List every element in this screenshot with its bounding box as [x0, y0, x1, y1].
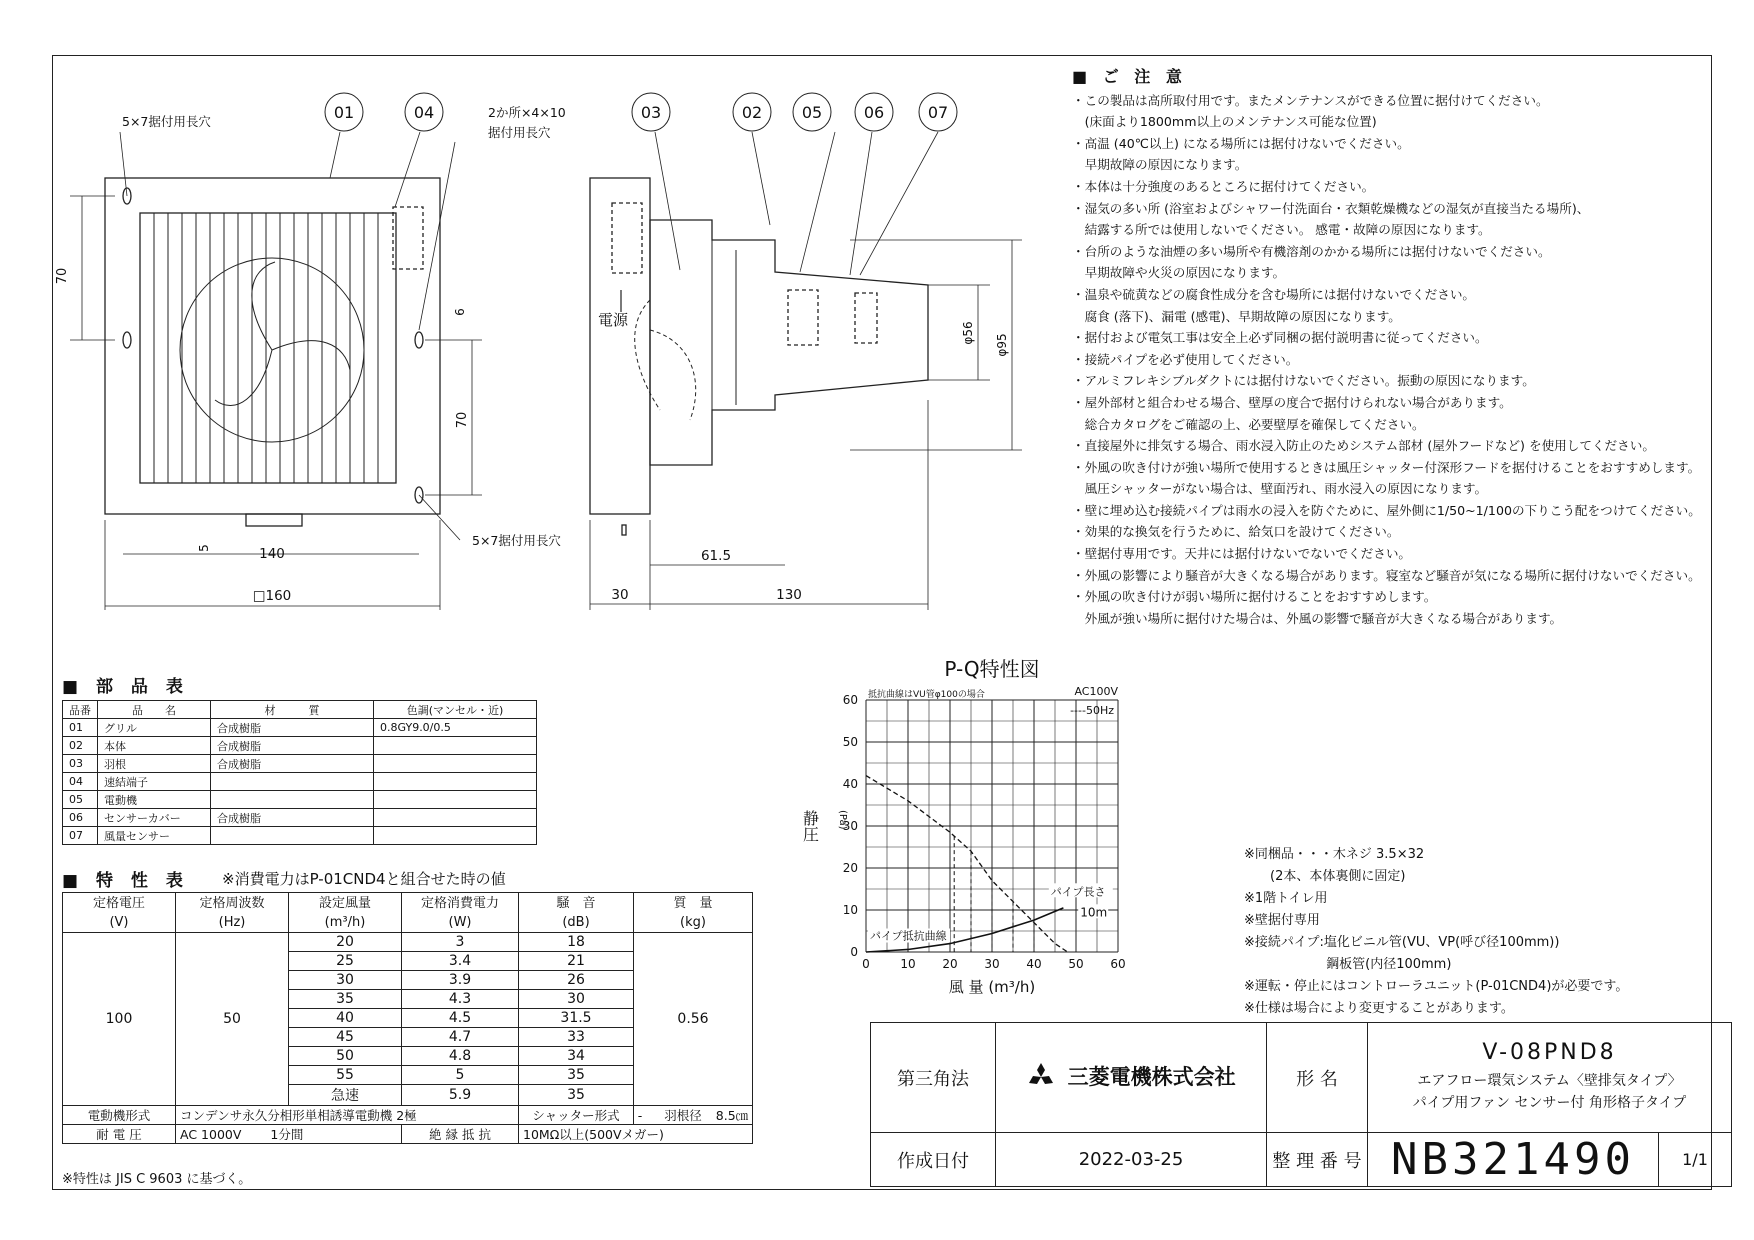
- dim-5: 5: [197, 544, 211, 552]
- svg-text:02: 02: [741, 103, 763, 122]
- sensor-cover-hidden: [393, 207, 423, 269]
- pipe-curve-label: パイプ抵抗曲線: [870, 929, 947, 943]
- x-tick-label: 10: [900, 957, 916, 971]
- caution-item: ・湿気の多い所 (浴室およびシャワー付洗面台・衣類乾燥機などの湿気が直接当たる場所)、: [1072, 200, 1590, 216]
- chart-note-top: 抵抗曲線はVU管φ100の場合: [868, 690, 985, 700]
- spec-noise: 33: [519, 1028, 634, 1047]
- parts-cell: 07: [63, 827, 98, 845]
- front-view-body: [105, 178, 440, 514]
- y-tick-label: 0: [850, 945, 858, 959]
- caution-item: ・据付および電気工事は安全上必ず同梱の据付説明書に従ってください。: [1072, 330, 1488, 346]
- spec-noise: 34: [519, 1047, 634, 1066]
- parts-cell: 本体: [98, 737, 211, 755]
- accessory-note: 鋼板管(内径100mm): [1244, 957, 1452, 972]
- caution-item: ・効果的な換気を行うために、給気口を設けてください。: [1072, 524, 1400, 540]
- grille-louvers: [154, 213, 378, 483]
- spec-airflow: 50: [289, 1047, 402, 1066]
- parts-cell: 速結端子: [98, 773, 211, 791]
- spec-header-mass: 質 量 (kg): [634, 893, 753, 933]
- spec-power: 5.9: [402, 1085, 519, 1106]
- company-cell: [996, 1023, 1267, 1133]
- caution-item: ・壁据付専用です。天井には据付けないでないでください。: [1072, 546, 1412, 562]
- dim-30: 30: [611, 587, 629, 603]
- dim-6: 6: [453, 308, 467, 316]
- parts-table: [62, 700, 537, 845]
- spec-power: 4.3: [402, 990, 519, 1009]
- motor-type-value: コンデンサ永久分相形単相誘導電動機 2極: [176, 1106, 519, 1125]
- chart-legend: ----50Hz: [1070, 704, 1114, 717]
- parts-cell: 05: [63, 791, 98, 809]
- dim-130: 130: [776, 587, 802, 603]
- rated-voltage: 100: [63, 933, 176, 1106]
- svg-text:05: 05: [801, 103, 823, 122]
- x-tick-label: 50: [1068, 957, 1084, 971]
- parts-cell: [211, 827, 374, 845]
- product-mass: 0.56: [634, 933, 753, 1106]
- spec-header-airflow: 設定風量 (m³/h): [289, 893, 402, 933]
- caution-item: ・接続パイプを必ず使用してください。: [1072, 351, 1299, 367]
- y-tick-label: 10: [842, 903, 858, 917]
- parts-cell: [211, 791, 374, 809]
- spec-noise: 35: [519, 1066, 634, 1085]
- parts-cell: [374, 809, 537, 827]
- y-axis-label: 静圧: [800, 810, 820, 842]
- pipe-length-label: パイプ長さ: [1050, 885, 1106, 899]
- caution-item: (床面より1800mm以上のメンテナンス可能な位置): [1072, 114, 1377, 130]
- spec-noise: 31.5: [519, 1009, 634, 1028]
- callout-03: [632, 93, 670, 131]
- spec-row: [63, 933, 753, 952]
- insulation-label: 絶 縁 抵 抗: [402, 1125, 519, 1144]
- caution-item: 外風が強い場所に据付けた場合は、外風の影響で騒音が大きくなる場合があります。: [1072, 610, 1563, 626]
- accessory-note: ※仕様は場合により変更することがあります。: [1244, 1001, 1514, 1016]
- parts-header-material: 材 質: [211, 701, 374, 719]
- spec-airflow: 40: [289, 1009, 402, 1028]
- drawing-number: NB321490: [1368, 1133, 1659, 1187]
- chart-supply: AC100V: [1074, 685, 1118, 698]
- spec-table-note: ※消費電力はP-01CND4と組合せた時の値: [222, 870, 506, 888]
- dim-61-5: 61.5: [700, 548, 732, 564]
- parts-cell: 0.8GY9.0/0.5: [374, 719, 537, 737]
- callout-07: [919, 93, 957, 131]
- insulation-value: 10MΩ以上(500Vメガー): [519, 1125, 753, 1144]
- svg-text:04: 04: [413, 103, 435, 122]
- parts-cell: [374, 737, 537, 755]
- motor-type-label: 電動機形式: [63, 1106, 176, 1125]
- blade-label: 羽根径: [664, 1108, 702, 1123]
- x-tick-label: 30: [984, 957, 1000, 971]
- caution-item: ・高温 (40℃以上) になる場所には据付けないでください。: [1072, 135, 1410, 151]
- caution-item: 総合カタログをご確認の上、必要壁厚を確保してください。: [1072, 416, 1425, 432]
- parts-cell: 合成樹脂: [211, 719, 374, 737]
- dim-phi-56: φ56: [961, 321, 975, 345]
- caution-item: ・外風の吹き付けが弱い場所に据付けることをおすすめします。: [1072, 589, 1437, 605]
- caution-item: ・アルミフレキシブルダクトには据付けないでください。振動の原因になります。: [1072, 373, 1535, 389]
- spec-airflow: 35: [289, 990, 402, 1009]
- spec-power: 3.9: [402, 971, 519, 990]
- spec-power: 3.4: [402, 952, 519, 971]
- rated-frequency: 50: [176, 933, 289, 1106]
- caution-item: 結露する所では使用しないでください。 感電・故障の原因になります。: [1072, 222, 1491, 238]
- label-slot-2x4x10: 2か所×4×10: [488, 105, 566, 120]
- sheet-number: 1/1: [1659, 1133, 1732, 1187]
- y-tick-label: 30: [842, 819, 858, 833]
- parts-cell: 03: [63, 755, 98, 773]
- dim-140: 140: [259, 546, 285, 562]
- parts-cell: [374, 773, 537, 791]
- parts-cell: 合成樹脂: [211, 737, 374, 755]
- withstand-label: 耐 電 圧: [63, 1125, 176, 1144]
- svg-text:01: 01: [333, 103, 355, 122]
- parts-table-title: ■ 部 品 表: [62, 677, 189, 697]
- callout-06: [855, 93, 893, 131]
- model-cell: [1368, 1023, 1732, 1133]
- parts-cell: [374, 827, 537, 845]
- x-tick-label: 0: [862, 957, 870, 971]
- spec-airflow: 30: [289, 971, 402, 990]
- svg-text:06: 06: [863, 103, 885, 122]
- dim-160: □160: [252, 588, 292, 604]
- spec-airflow: 45: [289, 1028, 402, 1047]
- accessory-note: ※接続パイプ:塩化ビニル管(VU、VP(呼び径100mm)): [1244, 935, 1560, 950]
- spec-noise: 18: [519, 933, 634, 952]
- caution-item: ・この製品は高所取付用です。またメンテナンスができる位置に据付けてください。: [1072, 92, 1549, 108]
- y-tick-label: 60: [842, 693, 858, 707]
- spec-power: 4.8: [402, 1047, 519, 1066]
- caution-item: ・屋外部材と組合わせる場合、壁厚の度合で据付けられない場合があります。: [1072, 394, 1512, 410]
- spec-noise: 35: [519, 1085, 634, 1106]
- shutter-label: シャッター形式: [519, 1106, 634, 1125]
- accessory-note: (2本、本体裏側に固定): [1244, 869, 1406, 884]
- caution-item: 早期故障の原因になります。: [1072, 157, 1248, 173]
- spec-airflow: 55: [289, 1066, 402, 1085]
- spec-table: [62, 892, 753, 1144]
- projection-method: 第三角法: [871, 1023, 996, 1133]
- accessory-note: ※壁据付専用: [1244, 913, 1320, 928]
- spec-power: 4.5: [402, 1009, 519, 1028]
- x-axis-label: 風 量 (m³/h): [948, 978, 1036, 996]
- date-value: 2022-03-25: [996, 1133, 1267, 1187]
- svg-text:07: 07: [927, 103, 949, 122]
- model-description-2: パイプ用ファン センサー付 角形格子タイプ: [1412, 1094, 1687, 1111]
- mitsubishi-logo-icon: [1026, 1063, 1056, 1094]
- spec-noise: 21: [519, 952, 634, 971]
- parts-cell: [374, 755, 537, 773]
- caution-item: ・外風の吹き付けが強い場所で使用するときは風圧シャッター付深形フードを据付けることをおすすめします。: [1072, 459, 1701, 475]
- callout-01: [325, 93, 363, 131]
- y-axis-unit: (Pa): [837, 810, 848, 830]
- accessory-note: ※同梱品・・・木ネジ 3.5×32: [1244, 847, 1425, 862]
- side-view-body: [650, 220, 928, 465]
- parts-cell: 合成樹脂: [211, 755, 374, 773]
- callout-05: [793, 93, 831, 131]
- x-tick-label: 40: [1026, 957, 1042, 971]
- parts-row: [63, 719, 537, 737]
- chart-title: P-Q特性図: [944, 657, 1040, 681]
- parts-cell: 羽根: [98, 755, 211, 773]
- spec-power: 4.7: [402, 1028, 519, 1047]
- spec-power: 5: [402, 1066, 519, 1085]
- model-label: 形 名: [1267, 1023, 1368, 1133]
- caution-item: 腐食 (落下)、漏電 (感電)、早期故障の原因になります。: [1072, 308, 1401, 324]
- pipe-length-value: 10m: [1080, 905, 1108, 920]
- parts-header-number: 品番: [63, 701, 98, 719]
- parts-cell: [211, 773, 374, 791]
- series-50hz-line: [866, 776, 1068, 952]
- spec-airflow: 20: [289, 933, 402, 952]
- spec-noise: 26: [519, 971, 634, 990]
- callout-02: [733, 93, 771, 131]
- parts-row: [63, 755, 537, 773]
- spec-header-frequency: 定格周波数 (Hz): [176, 893, 289, 933]
- side-view-flange: [590, 178, 650, 514]
- spec-header-noise: 騒 音 (dB): [519, 893, 634, 933]
- dim-phi-95: φ95: [995, 333, 1009, 357]
- caution-item: ・台所のような油煙の多い場所や有機溶剤のかかる場所には据付けないでください。: [1072, 243, 1551, 259]
- parts-row: [63, 737, 537, 755]
- model-number: V-08PND8: [1482, 1039, 1617, 1065]
- spec-airflow: 急速: [289, 1085, 402, 1106]
- y-tick-label: 20: [842, 861, 858, 875]
- accessory-note: ※運転・停止にはコントローラユニット(P-01CND4)が必要です。: [1244, 979, 1629, 994]
- caution-item: 風圧シャッターがない場合は、壁面汚れ、雨水浸入の原因になります。: [1072, 481, 1488, 497]
- caution-item: ・壁に埋め込む接続パイプは雨水の浸入を防ぐために、屋外側に1/50~1/100の下りこう配をつけてください。: [1072, 502, 1701, 518]
- caution-item: ・温泉や硫黄などの腐食性成分を含む場所には据付けないでください。: [1072, 286, 1475, 302]
- shutter-blade-cell: [634, 1106, 753, 1125]
- parts-header-color: 色調(マンセル・近): [374, 701, 537, 719]
- model-description-1: エアフロー環気システム〈壁排気タイプ〉: [1417, 1072, 1682, 1089]
- caution-list: [1072, 90, 1712, 630]
- number-label: 整 理 番 号: [1267, 1133, 1368, 1187]
- parts-header-name: 品 名: [98, 701, 211, 719]
- date-label: 作成日付: [871, 1133, 996, 1187]
- caution-item: ・外風の影響により騒音が大きくなる場合があります。寝室など騒音が気になる場所に据付けないでください。: [1072, 567, 1701, 583]
- caution-item: 早期故障や火災の原因になります。: [1072, 265, 1286, 281]
- spec-power: 3: [402, 933, 519, 952]
- spec-airflow: 25: [289, 952, 402, 971]
- caution-item: ・本体は十分強度のあるところに据付けてください。: [1072, 178, 1375, 194]
- spec-table-title: ■ 特 性 表: [62, 871, 189, 891]
- withstand-value: AC 1000V 1分間: [176, 1125, 402, 1144]
- company-name: 三菱電機株式会社: [1067, 1065, 1236, 1090]
- caution-title: ■ ご 注 意: [1072, 67, 1187, 86]
- parts-cell: 01: [63, 719, 98, 737]
- caution-notes: [1072, 66, 1712, 629]
- spec-footnote: ※特性は JIS C 9603 に基づく。: [62, 1172, 252, 1187]
- shutter-value: -: [637, 1108, 643, 1123]
- parts-cell: 04: [63, 773, 98, 791]
- pq-chart: [790, 656, 1150, 1006]
- front-bottom-tab: [246, 514, 302, 526]
- spec-header-power: 定格消費電力 (W): [402, 893, 519, 933]
- x-tick-label: 20: [942, 957, 958, 971]
- parts-cell: 06: [63, 809, 98, 827]
- x-tick-label: 60: [1110, 957, 1126, 971]
- accessory-note: ※1階トイレ用: [1244, 891, 1328, 906]
- caution-item: ・直接屋外に排気する場合、雨水浸入防止のためシステム部材 (屋外フードなど) を使用してください。: [1072, 438, 1655, 454]
- svg-text:03: 03: [640, 103, 662, 122]
- callout-04: [405, 93, 443, 131]
- blade-value: 8.5㎝: [715, 1108, 749, 1123]
- parts-cell: [374, 791, 537, 809]
- parts-row: [63, 827, 537, 845]
- spec-header-voltage: 定格電圧 (V): [63, 893, 176, 933]
- label-slot-2x4x10-sub: 据付用長穴: [488, 125, 551, 140]
- dim-70-b: 70: [455, 411, 470, 429]
- front-grille-frame: [140, 213, 396, 483]
- title-block: [870, 1022, 1732, 1187]
- y-tick-label: 50: [842, 735, 858, 749]
- parts-cell: 合成樹脂: [211, 809, 374, 827]
- label-slot-5x7-bottom: 5×7据付用長穴: [472, 533, 561, 548]
- y-tick-label: 40: [842, 777, 858, 791]
- label-power: 電源: [598, 311, 629, 329]
- parts-row: [63, 791, 537, 809]
- parts-cell: グリル: [98, 719, 211, 737]
- parts-cell: 電動機: [98, 791, 211, 809]
- parts-row: [63, 809, 537, 827]
- parts-cell: センサーカバー: [98, 809, 211, 827]
- parts-cell: 風量センサー: [98, 827, 211, 845]
- parts-row: [63, 773, 537, 791]
- dim-70-a: 70: [55, 267, 70, 285]
- label-slot-5x7-top: 5×7据付用長穴: [122, 114, 211, 129]
- parts-cell: 02: [63, 737, 98, 755]
- spec-noise: 30: [519, 990, 634, 1009]
- accessory-notes: [1244, 844, 1628, 1020]
